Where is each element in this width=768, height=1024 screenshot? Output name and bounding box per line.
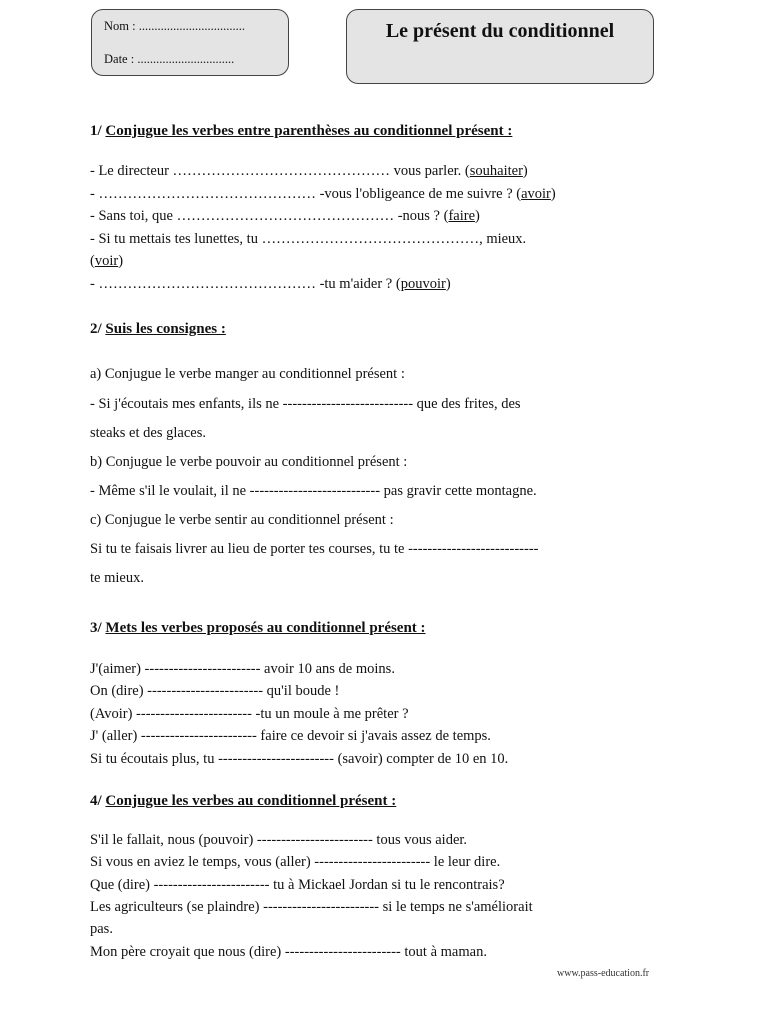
footer-url: www.pass-education.fr bbox=[557, 968, 650, 979]
ex1-line-6: - ……………………………………… -tu m'aider ? (pouvoir) bbox=[90, 276, 451, 292]
ex2-heading bbox=[90, 321, 226, 338]
ex2-c-line-2: te mieux. bbox=[90, 570, 144, 586]
ex2-a-line-2: steaks et des glaces. bbox=[90, 425, 206, 441]
ex3-line: On (dire) ------------------------ qu'il boude ! bbox=[90, 683, 340, 699]
ex2-b-head: b) Conjugue le verbe pouvoir au conditionnel présent : bbox=[90, 454, 408, 470]
title-box bbox=[346, 9, 654, 84]
ex1-title: Conjugue les verbes entre parenthèses au conditionnel présent : bbox=[105, 123, 513, 139]
ex1-line-4: - Si tu mettais tes lunettes, tu ………………………………………, mieux. bbox=[90, 231, 527, 247]
ex2-a-line-1: - Si j'écoutais mes enfants, ils ne --------------------------- que des frites, des bbox=[90, 396, 521, 412]
ex4-line: S'il le fallait, nous (pouvoir) ------------------------ tous vous aider. bbox=[90, 832, 468, 848]
ex4-line: Si vous en aviez le temps, vous (aller) ------------------------ le leur dire. bbox=[90, 854, 501, 870]
ex2-b-line-1: - Même s'il le voulait, il ne --------------------------- pas gravir cette montagne. bbox=[90, 483, 537, 499]
ex3-title: Mets les verbes proposés au conditionnel présent : bbox=[105, 620, 426, 636]
name-field: Nom : .................................. bbox=[104, 19, 245, 33]
page-title: Le présent du conditionnel bbox=[385, 20, 615, 42]
ex2-a-head: a) Conjugue le verbe manger au conditionnel présent : bbox=[90, 366, 405, 382]
ex4-line: Mon père croyait que nous (dire) ------------------------ tout à maman. bbox=[90, 944, 487, 960]
ex1-line-3: - Sans toi, que ……………………………………… -nous ? (faire) bbox=[90, 208, 480, 224]
ex1-line-1: - Le directeur ……………………………………… vous parler. (souhaiter) bbox=[90, 163, 528, 179]
ex2-title: Suis les consignes : bbox=[105, 321, 226, 337]
ex3-line: J'(aimer) ------------------------ avoir 10 ans de moins. bbox=[90, 661, 395, 677]
name-date-box bbox=[91, 9, 289, 76]
ex1-heading bbox=[90, 123, 512, 140]
ex2-c-line-1: Si tu te faisais livrer au lieu de porter tes courses, tu te --------------------------- bbox=[90, 541, 539, 557]
ex4-heading bbox=[90, 793, 396, 810]
ex2-c-head: c) Conjugue le verbe sentir au conditionnel présent : bbox=[90, 512, 394, 528]
ex4-line: Les agriculteurs (se plaindre) ------------------------ si le temps ne s'améliorait bbox=[90, 899, 533, 915]
ex4-line: pas. bbox=[90, 921, 113, 937]
ex4-number: 4/ bbox=[90, 793, 102, 809]
ex3-line: Si tu écoutais plus, tu ------------------------ (savoir) compter de 10 en 10. bbox=[90, 751, 509, 767]
ex3-heading bbox=[90, 620, 426, 637]
ex4-line: Que (dire) ------------------------ tu à Mickael Jordan si tu le rencontrais? bbox=[90, 877, 505, 893]
ex1-line-2: - ……………………………………… -vous l'obligeance de me suivre ? (avoir) bbox=[90, 186, 556, 202]
ex2-number: 2/ bbox=[90, 321, 102, 337]
ex3-line: (Avoir) ------------------------ -tu un moule à me prêter ? bbox=[90, 706, 409, 722]
ex3-number: 3/ bbox=[90, 620, 102, 636]
ex1-number: 1/ bbox=[90, 123, 102, 139]
ex3-line: J' (aller) ------------------------ faire ce devoir si j'avais assez de temps. bbox=[90, 728, 491, 744]
ex4-title: Conjugue les verbes au conditionnel présent : bbox=[105, 793, 397, 809]
ex1-line-5: (voir) bbox=[90, 253, 124, 269]
date-field: Date : ............................... bbox=[104, 52, 235, 66]
